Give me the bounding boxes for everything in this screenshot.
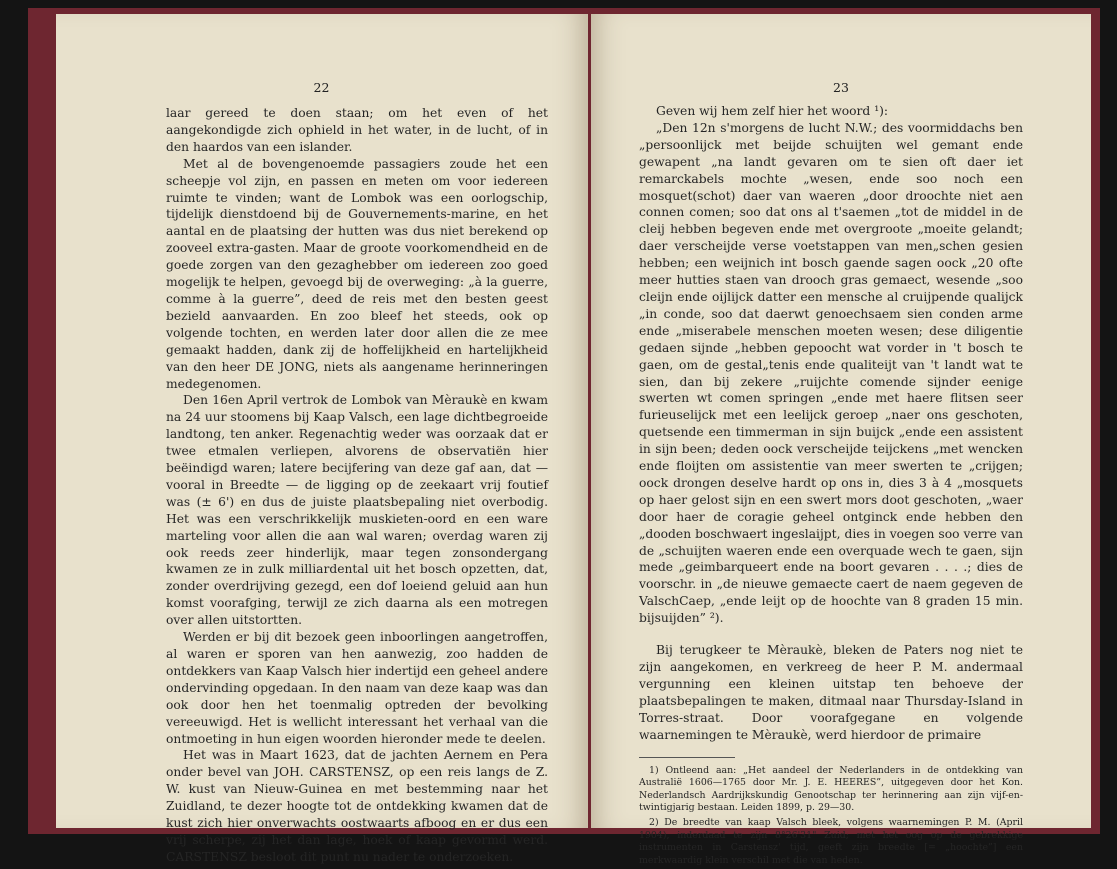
footnote: 1) Ontleend aan: „Het aandeel der Nederlanders in de ontdekking van Australië 1606—1765 door Mr. J. E. HEERES”, uitgegeven door het Kon. Nederlandsch Aardrijkskundig Genootschap ter herinnering aan zijn vijf-en-twintigjarig bestaan. Leiden 1899, p. 29—30. (639, 764, 1023, 814)
footnotes (639, 765, 1023, 868)
quotation-paragraph: „Den 12n s'morgens de lucht N.W.; des voormiddachs ben „persoonlijck met beijde schuijten wel gemant ende gewapent „na landt gevaren om te sien oft daer iet remarckabels mochte „wesen, ende soo noch een mosquet(schot) daer van waeren „door droochte niet aen connen comen; soo dat ons al t'saemen „tot de middel in de cleij hebben begeven ende met overgroote „moeite gelandt; daer verscheijde verse voetstappen van men„schen gesien hebben; een weijnich int bosch gaende sagen oock „20 ofte meer hutties staen van drooch gras gemaect, wesende „soo cleijn ende oijlijck datter een mensche al cruijpende qualijck „in conde, soo dat daerwt genoechsaem sien conden arme ende „miserabele menschen moeten wesen; dese diligentie gedaen sijnde „hebben gepoocht wat vorder in 't bosch te gaen, om de gestal„tenis ende qualiteijt van 't landt wat te sien, dan bij zekere „ruijchte comende sijnder eenige swerten wt comen springen „ende met haere flitsen seer furieuselijck met een leelijck geroep „naer ons geschoten, quetsende een timmerman in sijn buijck „ende een assistent in sijn been; deden oock verscheijde teijckens „met wencken ende floijten om assistentie van meer swerten te „crijgen; oock drongen deselve hardt op ons in, dies 3 à 4 „mosquets op haer gelost sijn en een swert mors doot geschoten, „waer door haer de coragie geheel ontginck ende hebben den „dooden boschwaert ingeslaijpt, dies in voegen soo verre van de „schuijten waeren ende een overquade wech te gaen, sijn mede „geimbarqueert ende na boort gevaren . . . .; dies de voorschr. in „de nieuwe gemaecte caert de naem gegeven de ValschCaep, „ende leijt op de hoochte van 8 graden 15 min. bijsuijden” ²). (639, 120, 1023, 626)
paragraph: Met al de bovengenoemde passagiers zoude het een scheepje vol zijn, en passen en meten om voor iedereen ruimte te vinden; want de Lombok was een oorlogschip, tijdelijk dienstdoend bij de Gouvernements-marine, en het aantal en de plaatsing der hutten was dus niet berekend op zooveel extra-gasten. Maar de groote voorkomendheid en de goede zorgen van den gezaghebber om iedereen zoo goed mogelijk te helpen, gevoegd bij de overweging: „à la guerre, comme à la guerre”, deed de reis met den besten geest bezield aanvaarden. En zoo bleef het steeds, ook op volgende tochten, en werden later door allen die ze mee gemaakt hadden, dank zij de hoffelijkheid en hartelijkheid van den heer DE JONG, niets als aangename herinneringen medegenomen. (166, 156, 548, 391)
paragraph: Het was in Maart 1623, dat de jachten Aernem en Pera onder bevel van JOH. CARSTENSZ, op een reis langs de Z. W. kust van Nieuw-Guinea en met bestemming naar het Zuidland, te dezer hoogte tot de ontdekking kwamen dat de kust zich hier onverwachts oostwaarts afboog en er dus een vrij scherpe, zij het dan lage, hoek of kaap gevormd werd. CARSTENSZ besloot dit punt nu nader te onderzoeken. (166, 748, 548, 864)
left-page (56, 14, 588, 864)
page-number-left: 22 (313, 80, 330, 95)
book-spread (28, 8, 1100, 866)
paragraph: laar gereed te doen staan; om het even of het aangekondigde zich ophield in het water, in de lucht, of in den haardos van een islander. (166, 106, 548, 154)
right-page-body (639, 103, 1023, 869)
paragraph: Werden er bij dit bezoek geen inboorlingen aangetroffen, al waren er sporen van hen aanwezig, zoo hadden de ontdekkers van Kaap Valsch hier indertijd een geheel andere ondervinding opgedaan. In den naam van deze kaap was dan ook door hen het toenmalig optreden der bevolking vereeuwigd. Het is wellicht interessant het verhaal van die ontmoeting in hun eigen woorden hieronder mede te deelen. (166, 630, 548, 746)
right-page (591, 14, 1091, 866)
footnote-rule (639, 757, 735, 758)
paragraph: Bij terugkeer te Mèraukè, bleken de Paters nog niet te zijn aangekomen, en verkreeg de heer P. M. andermaal vergunning een kleinen uitstap ten behoeve der plaatsbepalingen te maken, ditmaal naar Thursday-Island in Torres-straat. Door voorafgegane en volgende waarnemingen te Mèraukè, werd hierdoor de primaire (639, 643, 1023, 742)
paragraph-gap (639, 627, 1023, 642)
paragraph: Den 16en April vertrok de Lombok van Mèraukè en kwam na 24 uur stoomens bij Kaap Valsch, een lage dichtbegroeide landtong, ten anker. Regenachtig weder was oorzaak dat er twee etmalen verliepen, alvorens de observatiën hier beëindigd waren; latere becijfering van deze gaf aan, dat — vooral in Breedte — de ligging op de zeekaart vrij foutief was (± 6') en dus de juiste plaatsbepaling niet overbodig. Het was een verschrikkelijk muskieten-oord en een ware marteling voor allen die aan wal waren; overdag waren zij ook reeds zeer hinderlijk, maar tegen zonsondergang kwamen ze in zulk milliardental uit het bosch opzetten, dat, zonder overdrijving gezegd, een dof loeiend geluid aan hun komst voorafging, terwijl ze zich daarna als een motregen over allen uitstortten. (166, 393, 548, 628)
footnote: 2) De breedte van kaap Valsch bleek, volgens waarnemingen P. M. (April 1904), inderdaad te zijn 8°26'31" Zuid; met het oog op de gebrekkige instrumenten in Carstensz' tijd, geeft zijn breedte [= „hoochte”] een merkwaardig klein verschil met die van heden. (639, 816, 1023, 866)
left-page-body (166, 105, 548, 866)
paragraph: Geven wij hem zelf hier het woord ¹): (656, 104, 889, 118)
page-number-right: 23 (833, 80, 849, 95)
